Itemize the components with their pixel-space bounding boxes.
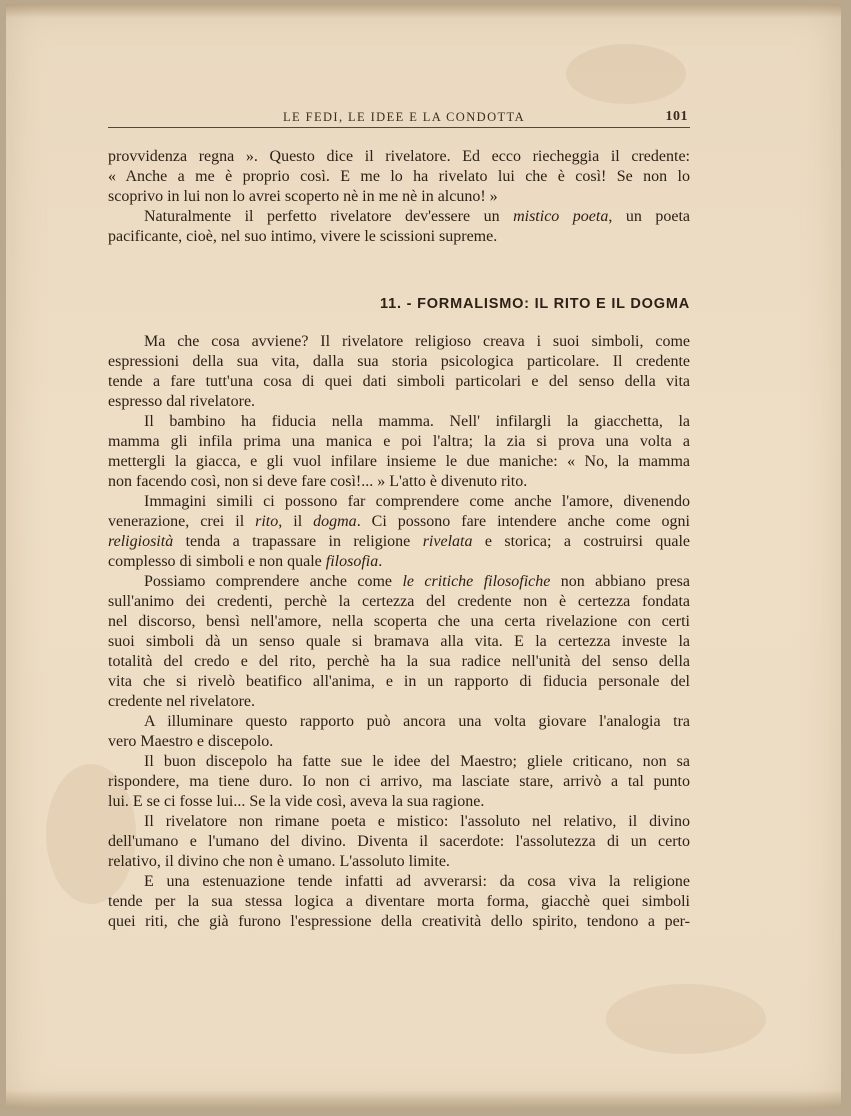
text-line: Immagini simili ci possono far comprendere come anche l'amore, divenendo xyxy=(144,493,690,510)
text-line: suoi simboli dà un senso quale si bramava alla vita. E la certezza investe la xyxy=(108,633,690,650)
header-rule xyxy=(108,127,690,128)
text-line xyxy=(108,572,690,592)
text-line: A illuminare questo rapporto può ancora una volta giovare l'analogia tra xyxy=(144,713,690,730)
text-line: totalità del credo e del rito, perchè ha la sua radice nell'unità del senso della xyxy=(108,653,690,670)
text-span: . Ci possono fare intendere anche come ogni xyxy=(356,513,690,530)
text-line: quei riti, che già furono l'espressione della creatività dello spirito, tendono a per- xyxy=(108,913,690,930)
section-heading: 11. - FORMALISMO: IL RITO E IL DOGMA xyxy=(380,296,690,312)
text-span: tenda a trapassare in religione xyxy=(173,533,423,550)
italic-span: filosofia xyxy=(325,553,379,570)
text-line: credente nel rivelatore. xyxy=(108,693,256,710)
italic-span: le critiche filosofiche xyxy=(402,573,551,590)
text-line: sull'animo dei credenti, perchè la certezza del credente non è certezza fondata xyxy=(108,593,690,610)
text-line xyxy=(108,207,690,227)
text-line: Il rivelatore non rimane poeta e mistico: l'assoluto nel relativo, il divino xyxy=(144,813,690,830)
text-span: venerazione, crei il xyxy=(108,513,256,530)
text-line: espressioni della sua vita, dalla sua storia psicologica particolare. Il credente xyxy=(108,353,690,370)
text-line: non facendo così, non si deve fare così!... » L'atto è divenuto rito. xyxy=(108,473,528,490)
running-head-title: LE FEDI, LE IDEE E LA CONDOTTA xyxy=(283,110,526,124)
text-line: nel discorso, bensì nell'amore, nella scoperta che una certa rivelazione con certi xyxy=(108,613,690,630)
text-span: e storica; a costruirsi quale xyxy=(472,533,690,550)
text-line: lui. E se ci fosse lui... Se la vide così, aveva la sua ragione. xyxy=(108,793,485,810)
text-line: Ma che cosa avviene? Il rivelatore religioso creava i suoi simboli, come xyxy=(144,333,690,350)
text-line: mamma gli infila prima una manica e poi l'altra; la zia si prova una volta a xyxy=(108,433,690,450)
text-line: vita che si rivelò beatifico all'anima, e in un rapporto di fiducia personale del xyxy=(108,673,690,690)
running-head xyxy=(108,108,690,128)
text-span: . xyxy=(378,553,383,570)
italic-span: rito xyxy=(255,513,279,530)
text-line: Il buon discepolo ha fatte sue le idee del Maestro; gliele criticano, non sa xyxy=(144,753,690,770)
italic-span: rivelata xyxy=(422,533,473,550)
text-line: rispondere, ma tiene duro. Io non ci arrivo, ma lasciate stare, arrivò a tal punto xyxy=(108,773,690,790)
page-bottom-edge-shadow xyxy=(6,1090,841,1108)
text-line: relativo, il divino che non è umano. L'assoluto limite. xyxy=(108,853,450,870)
text-span: Naturalmente il perfetto rivelatore dev'essere un xyxy=(144,208,514,225)
page-number: 101 xyxy=(665,109,688,124)
text-line: provvidenza regna ». Questo dice il rivelatore. Ed ecco riecheggia il credente: xyxy=(108,148,690,165)
text-span: non abbiano presa xyxy=(550,573,691,590)
body-text xyxy=(108,147,690,932)
text-span: complesso di simboli e non quale xyxy=(108,553,326,570)
text-span: , il xyxy=(278,513,314,530)
text-line: vero Maestro e discepolo. xyxy=(108,733,274,750)
italic-span: dogma xyxy=(313,513,357,530)
italic-span: religiosità xyxy=(108,533,174,550)
text-line: Il bambino ha fiducia nella mamma. Nell' infilargli la giacchetta, la xyxy=(144,413,690,430)
text-line xyxy=(108,512,690,532)
text-line: « Anche a me è proprio così. E me lo ha rivelato lui che è così! Se non lo xyxy=(108,168,690,185)
text-line: E una estenuazione tende infatti ad avverarsi: da cosa viva la religione xyxy=(144,873,690,890)
page-top-edge-shadow xyxy=(6,4,841,18)
text-line: dell'umano e l'umano del divino. Diventa il sacerdote: l'assolutezza di un certo xyxy=(108,833,690,850)
text-span: Possiamo comprendere anche come xyxy=(144,573,403,590)
text-line: tende a fare tutt'una cosa di quei dati simboli particolari e del senso della vita xyxy=(108,373,690,390)
text-line: mettergli la giacca, e gli vuol infilare insieme le due maniche: « No, la mamma xyxy=(108,453,690,470)
text-line: espresso dal rivelatore. xyxy=(108,393,256,410)
text-span: , un poeta xyxy=(608,208,690,225)
text-line xyxy=(108,552,690,572)
text-line: tende per la sua stessa logica a diventare morta forma, giacchè quei simboli xyxy=(108,893,690,910)
paper-stain xyxy=(566,44,686,104)
text-line xyxy=(108,532,690,552)
paper-stain xyxy=(606,984,766,1054)
text-line: pacificante, cioè, nel suo intimo, vivere le scissioni supreme. xyxy=(108,228,498,245)
text-line: scoprivo in lui non lo avrei scoperto nè in me nè in alcuno! » xyxy=(108,188,498,205)
italic-span: mistico poeta xyxy=(513,208,609,225)
